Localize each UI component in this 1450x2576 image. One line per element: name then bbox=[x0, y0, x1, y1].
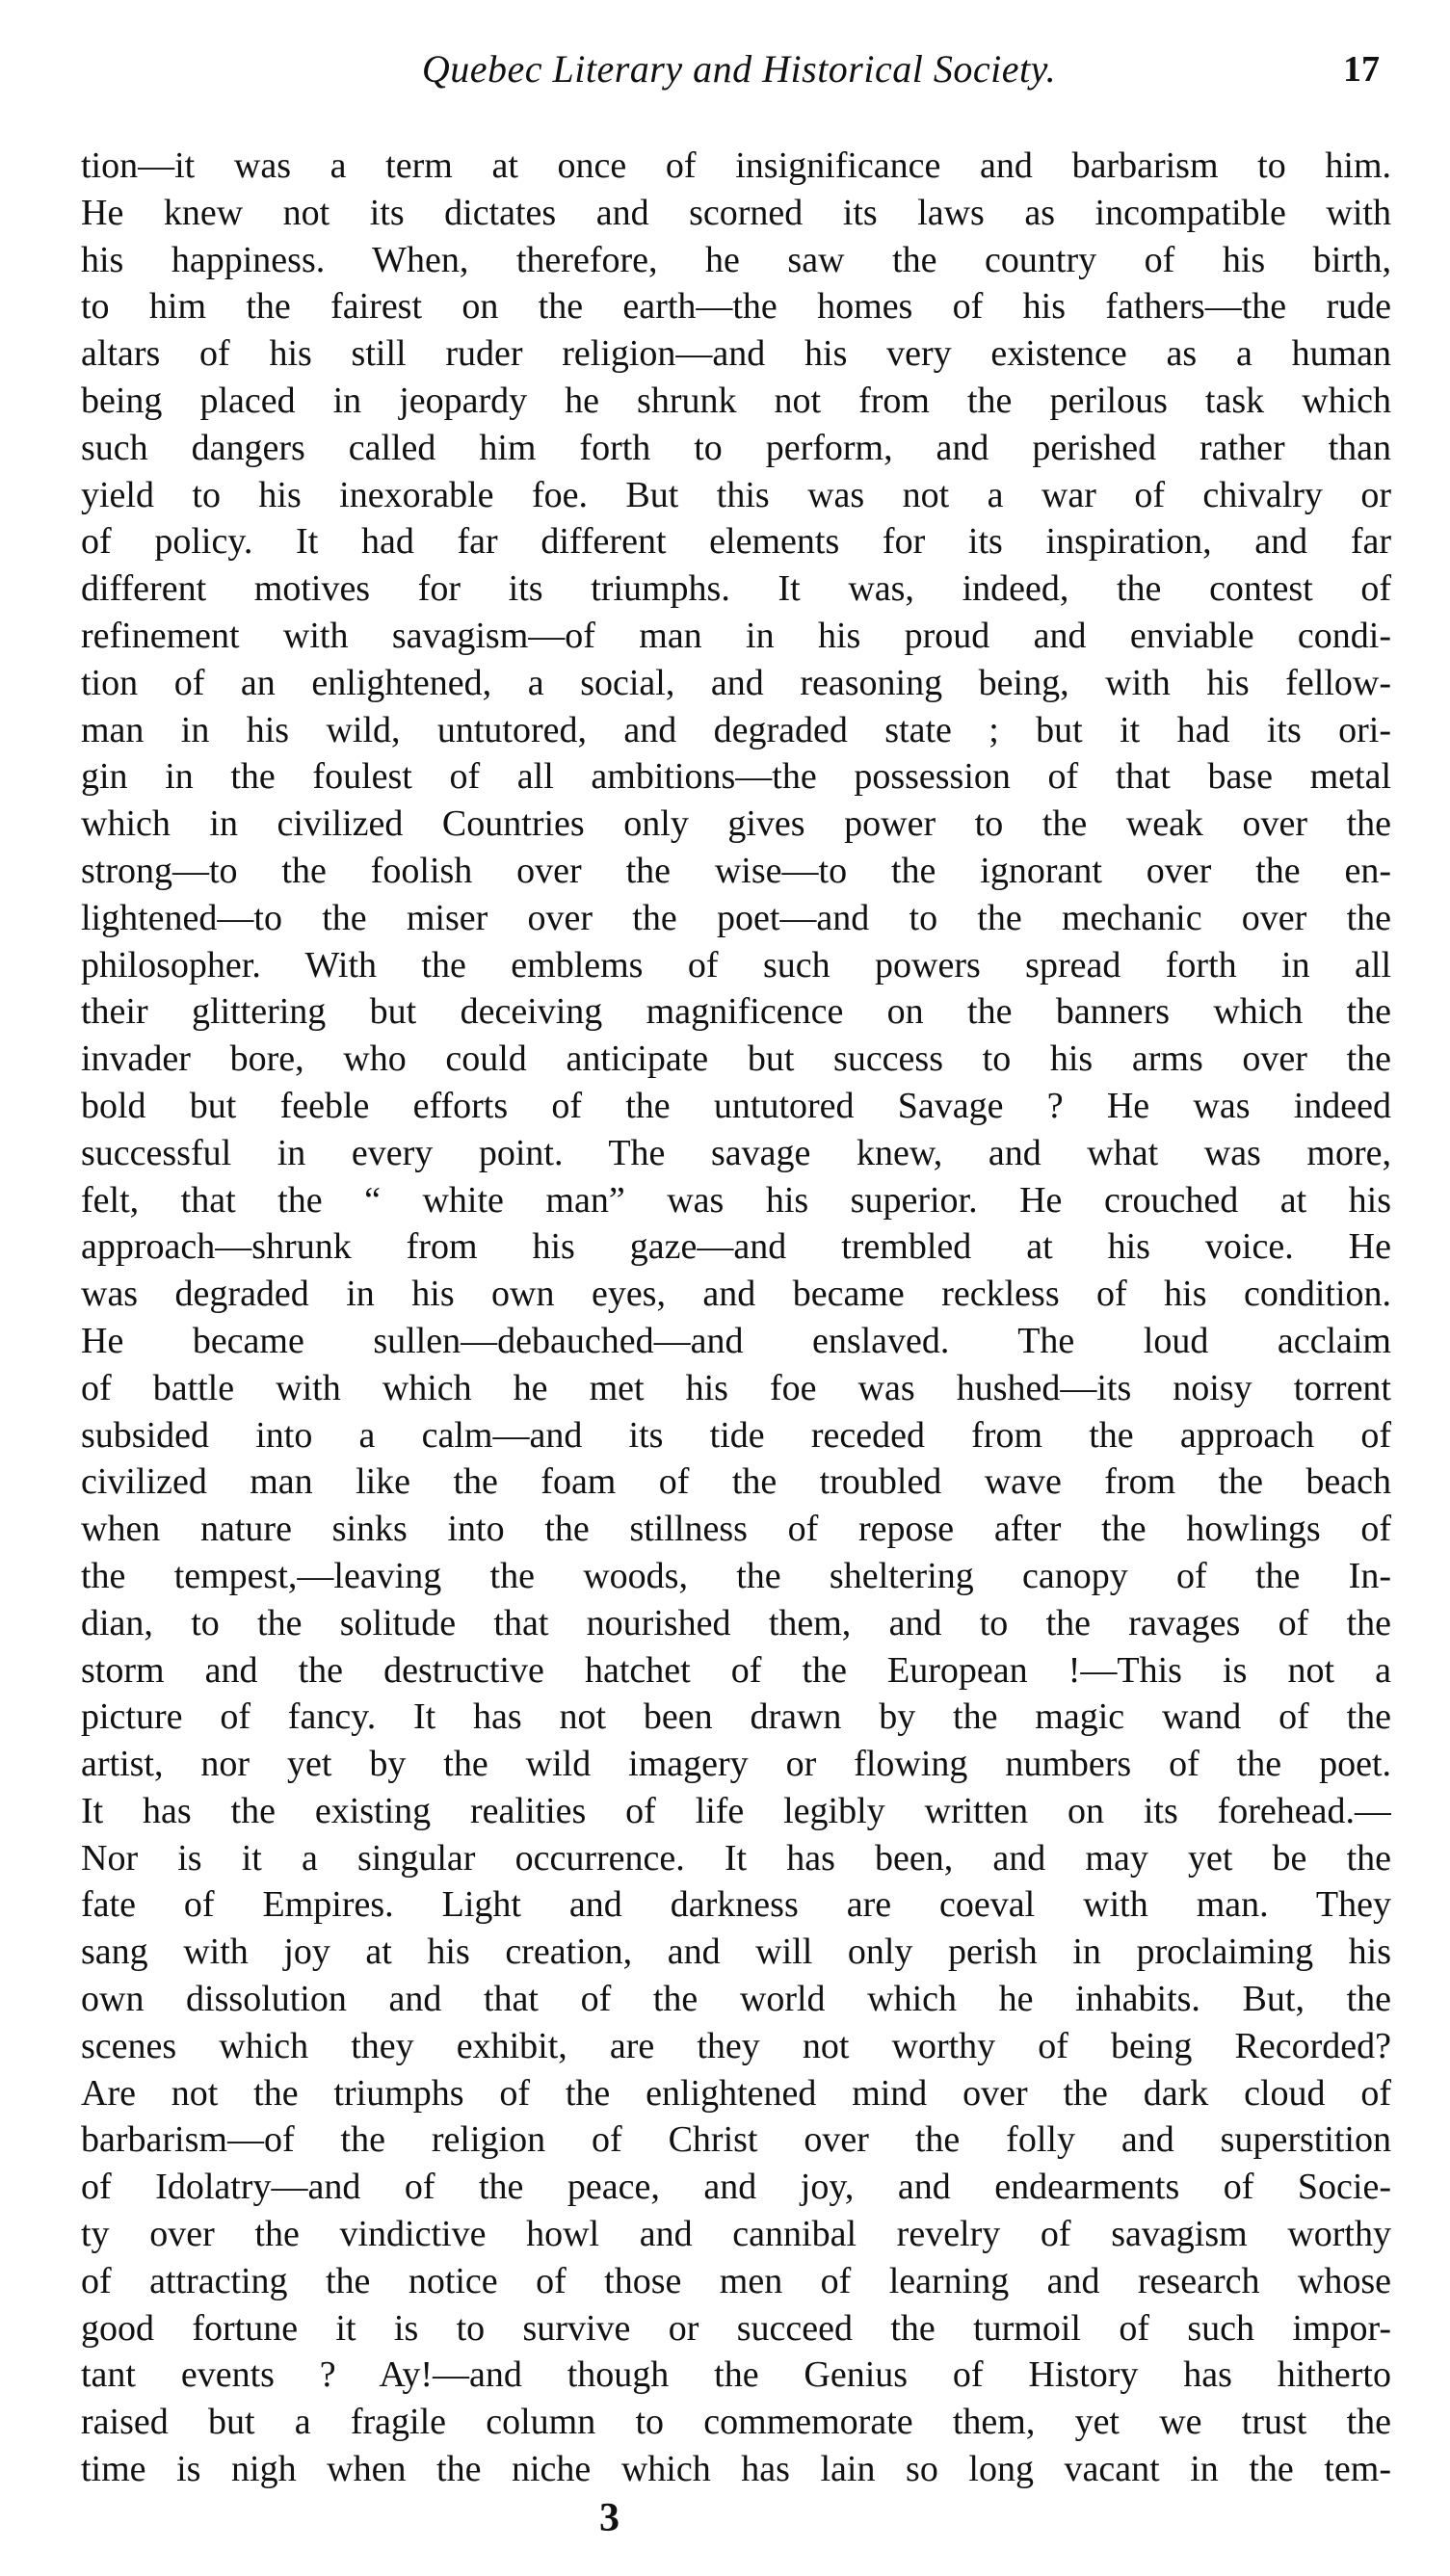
text-line: invader bore, who could anticipate but success to his arms over the bbox=[81, 1038, 1391, 1080]
text-line: sang with joy at his creation, and will only perish in proclaiming his bbox=[81, 1932, 1391, 1973]
text-line: picture of fancy. It has not been drawn by the magic wand of the bbox=[81, 1696, 1391, 1738]
text-line: different motives for its triumphs. It was, indeed, the contest of bbox=[81, 568, 1391, 610]
text-line: lightened—to the miser over the poet—and to the mechanic over the bbox=[81, 897, 1391, 938]
text-line: tant events ? Ay!—and though the Genius of History has hitherto bbox=[81, 2354, 1391, 2396]
text-line: Nor is it a singular occurrence. It has been, and may yet be the bbox=[81, 1837, 1391, 1879]
text-line: to him the fairest on the earth—the homes of his fathers—the rude bbox=[81, 286, 1391, 328]
text-line: his happiness. When, therefore, he saw the country of his birth, bbox=[81, 239, 1391, 280]
text-line: their glittering but deceiving magnificence on the banners which the bbox=[81, 991, 1391, 1033]
text-line: felt, that the “ white man” was his superior. He crouched at his bbox=[81, 1179, 1391, 1221]
text-line: bold but feeble efforts of the untutored Savage ? He was indeed bbox=[81, 1085, 1391, 1126]
page-number: 17 bbox=[1343, 49, 1380, 90]
text-line: civilized man like the foam of the troubled wave from the beach bbox=[81, 1461, 1391, 1503]
text-line: gin in the foulest of all ambitions—the possession of that base metal bbox=[81, 756, 1391, 798]
text-line: refinement with savagism—of man in his proud and enviable condi- bbox=[81, 615, 1391, 656]
text-line: man in his wild, untutored, and degraded state ; but it had its ori- bbox=[81, 709, 1391, 750]
text-line: scenes which they exhibit, are they not worthy of being Recorded? bbox=[81, 2025, 1391, 2066]
text-line: good fortune it is to survive or succeed the turmoil of such impor- bbox=[81, 2307, 1391, 2349]
body-text bbox=[81, 143, 1391, 2493]
text-line: altars of his still ruder religion—and his very existence as a human bbox=[81, 333, 1391, 375]
text-line: of Idolatry—and of the peace, and joy, and endearments of Socie- bbox=[81, 2167, 1391, 2208]
text-line: barbarism—of the religion of Christ over the folly and superstition bbox=[81, 2119, 1391, 2161]
signature-mark: 3 bbox=[599, 2496, 620, 2540]
text-line: ty over the vindictive howl and cannibal revelry of savagism worthy bbox=[81, 2214, 1391, 2255]
text-line: which in civilized Countries only gives power to the weak over the bbox=[81, 803, 1391, 845]
text-line: of policy. It had far different elements for its inspiration, and far bbox=[81, 521, 1391, 563]
text-line: of battle with which he met his foe was hushed—its noisy torrent bbox=[81, 1367, 1391, 1408]
text-line: raised but a fragile column to commemorate them, yet we trust the bbox=[81, 2402, 1391, 2443]
text-line: dian, to the solitude that nourished them, and to the ravages of the bbox=[81, 1602, 1391, 1643]
text-line: time is nigh when the niche which has lain so long vacant in the tem- bbox=[81, 2449, 1391, 2490]
text-line: tion of an enlightened, a social, and reasoning being, with his fellow- bbox=[81, 662, 1391, 703]
text-line: was degraded in his own eyes, and became reckless of his condition. bbox=[81, 1274, 1391, 1315]
text-line: He knew not its dictates and scorned its laws as incompatible with bbox=[81, 192, 1391, 233]
text-line: when nature sinks into the stillness of repose after the howlings of bbox=[81, 1509, 1391, 1550]
running-title: Quebec Literary and Historical Society. bbox=[421, 47, 1057, 91]
text-line: Are not the triumphs of the enlightened mind over the dark cloud of bbox=[81, 2072, 1391, 2114]
text-line: successful in every point. The savage knew, and what was more, bbox=[81, 1132, 1391, 1173]
running-head bbox=[79, 46, 1399, 104]
text-line: such dangers called him forth to perform, and perished rather than bbox=[81, 427, 1391, 468]
text-line: the tempest,—leaving the woods, the sheltering canopy of the In- bbox=[81, 1555, 1391, 1596]
text-line: He became sullen—debauched—and enslaved. The loud acclaim bbox=[81, 1320, 1391, 1361]
text-line: own dissolution and that of the world which he inhabits. But, the bbox=[81, 1979, 1391, 2020]
text-line: subsided into a calm—and its tide receded from the approach of bbox=[81, 1414, 1391, 1456]
text-line: approach—shrunk from his gaze—and trembled at his voice. He bbox=[81, 1226, 1391, 1268]
text-line: artist, nor yet by the wild imagery or flowing numbers of the poet. bbox=[81, 1744, 1391, 1785]
text-line: yield to his inexorable foe. But this was not a war of chivalry or bbox=[81, 474, 1391, 515]
text-line: of attracting the notice of those men of learning and research whose bbox=[81, 2260, 1391, 2301]
text-line: It has the existing realities of life legibly written on its forehead.— bbox=[81, 1790, 1391, 1831]
text-line: tion—it was a term at once of insignificance and barbarism to him. bbox=[81, 145, 1391, 186]
text-line: philosopher. With the emblems of such powers spread forth in all bbox=[81, 944, 1391, 986]
text-line: storm and the destructive hatchet of the European !—This is not a bbox=[81, 1649, 1391, 1691]
text-line: fate of Empires. Light and darkness are coeval with man. They bbox=[81, 1884, 1391, 1926]
text-line: being placed in jeopardy he shrunk not from the perilous task which bbox=[81, 380, 1391, 421]
text-line: strong—to the foolish over the wise—to the ignorant over the en- bbox=[81, 850, 1391, 891]
